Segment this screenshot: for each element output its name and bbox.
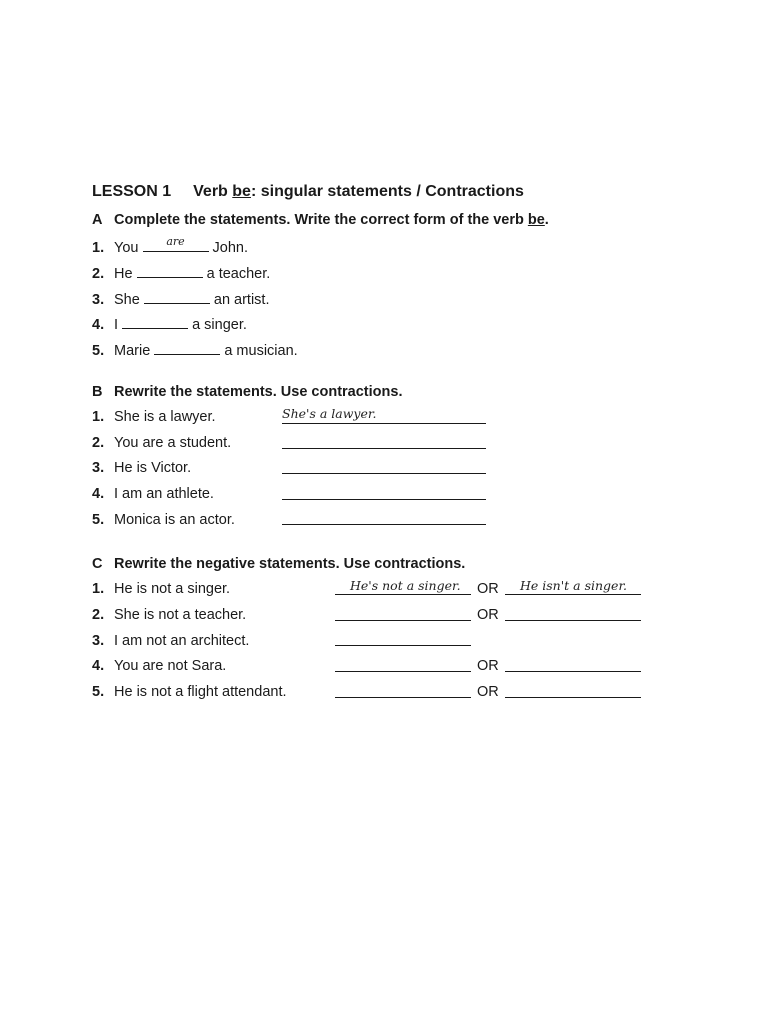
answer-line[interactable] <box>282 524 486 525</box>
handwritten-answer: are <box>166 235 185 248</box>
item-suffix: a singer. <box>192 317 247 333</box>
section-a-instr-be: be <box>527 212 545 228</box>
section-a-item <box>92 237 248 256</box>
item-prefix: I <box>114 317 119 333</box>
section-c-instr: Rewrite the negative statements. Use contractions. <box>114 556 466 572</box>
lesson-title-post: : singular statements / Contractions <box>250 183 524 200</box>
handwritten-answer: She's a lawyer. <box>282 406 377 421</box>
section-a-item <box>92 314 247 333</box>
section-c-item <box>92 581 230 597</box>
item-number: 2. <box>92 266 105 282</box>
answer-line-2[interactable] <box>505 697 641 698</box>
item-text: I am not an architect. <box>114 633 250 649</box>
answer-line-1[interactable] <box>335 671 471 672</box>
section-a-instr-post: . <box>544 212 549 228</box>
answer-line[interactable] <box>282 448 486 449</box>
item-suffix: a musician. <box>224 343 298 359</box>
item-prefix: She <box>114 292 140 308</box>
handwritten-answer-1: He's not a singer. <box>350 578 461 593</box>
section-a-instr-pre: Complete the statements. Write the correct form of the verb <box>114 212 528 228</box>
item-number: 3. <box>92 633 105 649</box>
section-c-item <box>92 633 249 649</box>
section-a-item <box>92 340 298 359</box>
item-suffix: a teacher. <box>206 266 271 282</box>
item-number: 5. <box>92 512 105 528</box>
answer-blank[interactable] <box>122 314 188 329</box>
item-number: 1. <box>92 240 105 256</box>
lesson-title-pre: Verb <box>193 183 233 200</box>
item-text: He is not a flight attendant. <box>114 684 287 700</box>
item-number: 2. <box>92 607 105 623</box>
item-number: 5. <box>92 684 105 700</box>
item-text: Monica is an actor. <box>114 512 235 528</box>
item-text: I am an athlete. <box>114 486 214 502</box>
item-number: 1. <box>92 581 105 597</box>
section-a-item <box>92 289 269 308</box>
answer-blank[interactable] <box>154 340 220 355</box>
section-c-header <box>92 556 465 572</box>
or-label: OR <box>477 658 499 674</box>
lesson-title-be: be <box>232 183 251 200</box>
answer-blank[interactable] <box>143 237 209 252</box>
answer-line-1[interactable] <box>335 620 471 621</box>
section-b-item <box>92 409 216 425</box>
item-text: He is not a singer. <box>114 581 231 597</box>
answer-line-1[interactable] <box>335 594 471 595</box>
item-prefix: Marie <box>114 343 151 359</box>
section-c-letter: C <box>92 556 103 572</box>
or-label: OR <box>477 684 499 700</box>
section-b-header <box>92 384 402 400</box>
answer-line-1[interactable] <box>335 697 471 698</box>
answer-line[interactable] <box>282 423 486 424</box>
item-number: 2. <box>92 435 105 451</box>
item-number: 3. <box>92 292 105 308</box>
answer-line-2[interactable] <box>505 594 641 595</box>
section-b-item <box>92 512 235 528</box>
or-label: OR <box>477 607 499 623</box>
answer-line[interactable] <box>282 499 486 500</box>
lesson-label: LESSON 1 <box>92 183 172 200</box>
item-number: 4. <box>92 486 105 502</box>
or-label: OR <box>477 581 499 597</box>
section-a-item <box>92 263 270 282</box>
item-text: You are a student. <box>114 435 232 451</box>
answer-line-1[interactable] <box>335 645 471 646</box>
item-suffix: an artist. <box>213 292 270 308</box>
item-text: She is a lawyer. <box>114 409 216 425</box>
section-a-letter: A <box>92 212 103 228</box>
item-text: You are not Sara. <box>114 658 227 674</box>
section-a-header <box>92 212 549 228</box>
item-suffix: John. <box>212 240 249 256</box>
item-number: 4. <box>92 658 105 674</box>
item-number: 5. <box>92 343 105 359</box>
section-b-item <box>92 460 191 476</box>
section-b-instr: Rewrite the statements. Use contractions. <box>114 384 403 400</box>
item-text: He is Victor. <box>114 460 192 476</box>
answer-line-2[interactable] <box>505 620 641 621</box>
item-number: 1. <box>92 409 105 425</box>
item-prefix: He <box>114 266 133 282</box>
lesson-title <box>92 183 524 201</box>
handwritten-answer-2: He isn't a singer. <box>520 578 628 593</box>
item-prefix: You <box>114 240 139 256</box>
answer-blank[interactable] <box>137 263 203 278</box>
section-b-item <box>92 435 231 451</box>
answer-line-2[interactable] <box>505 671 641 672</box>
section-b-item <box>92 486 214 502</box>
section-c-item <box>92 684 287 700</box>
answer-line[interactable] <box>282 473 486 474</box>
section-c-item <box>92 658 226 674</box>
item-number: 3. <box>92 460 105 476</box>
answer-blank[interactable] <box>144 289 210 304</box>
section-c-item <box>92 607 246 623</box>
section-b-letter: B <box>92 384 103 400</box>
item-text: She is not a teacher. <box>114 607 247 623</box>
item-number: 4. <box>92 317 105 333</box>
